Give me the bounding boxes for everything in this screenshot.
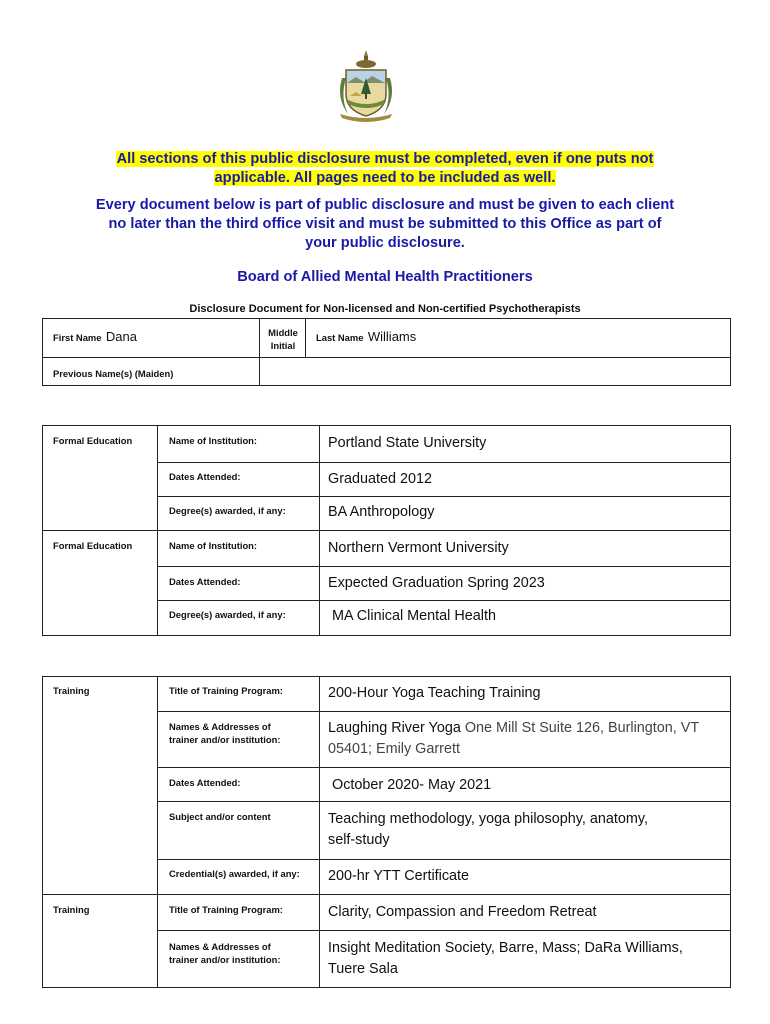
training-row-line-2 xyxy=(157,767,731,768)
last-name-value: Williams xyxy=(367,329,417,344)
board-title: Board of Allied Mental Health Practitioners xyxy=(237,269,533,285)
trainer-name: Laughing River Yoga xyxy=(328,720,461,736)
notice-line-1: Every document below is part of public disclosure and must be given to each client xyxy=(95,197,675,213)
notice-line-3: your public disclosure. xyxy=(305,235,465,251)
training-2-program-label: Title of Training Program: xyxy=(169,904,283,915)
previous-name-value[interactable] xyxy=(266,364,726,382)
trainer-label-line-2: trainer and/or institution: xyxy=(169,734,281,745)
training-1-dates-value[interactable]: October 2020- May 2021 xyxy=(332,777,492,793)
last-name-label: Last Name xyxy=(316,332,364,343)
middle-label-line-1: Middle xyxy=(268,327,298,338)
training-1-program-label: Title of Training Program: xyxy=(169,685,283,696)
subject-line-1: Teaching methodology, yoga philosophy, anatomy, xyxy=(328,811,648,827)
education-1-section-label: Formal Education xyxy=(53,435,133,446)
education-row-line-2 xyxy=(157,496,731,497)
education-2-section-label: Formal Education xyxy=(53,540,133,551)
trainer-address-2: 05401; Emily Garrett xyxy=(328,741,460,757)
education-2-degree-value[interactable]: MA Clinical Mental Health xyxy=(332,608,496,624)
education-1-institution-value[interactable]: Portland State University xyxy=(328,435,487,451)
education-2-institution-label: Name of Institution: xyxy=(169,540,258,551)
training-1-program-value[interactable]: 200-Hour Yoga Teaching Training xyxy=(328,685,541,701)
training-1-subject-value[interactable] xyxy=(328,809,726,851)
training-row-line-1 xyxy=(157,711,731,712)
training-1-trainer-label xyxy=(169,720,280,746)
first-name-label: First Name xyxy=(53,332,102,343)
training-1-trainer-value[interactable] xyxy=(328,718,726,760)
training-2-trainer-value[interactable] xyxy=(328,938,726,980)
trainer-2-line-1: Insight Meditation Society, Barre, Mass; DaRa Williams, xyxy=(328,940,683,956)
education-1-degree-value[interactable]: BA Anthropology xyxy=(328,504,435,520)
middle-label-line-2: Initial xyxy=(270,340,296,351)
name-table-divider xyxy=(42,357,731,358)
education-2-dates-value[interactable]: Expected Graduation Spring 2023 xyxy=(328,575,545,591)
education-2-dates-label: Dates Attended: xyxy=(169,576,241,587)
education-1-dates-value[interactable]: Graduated 2012 xyxy=(328,471,433,487)
training-row-line-4 xyxy=(157,859,731,860)
banner-line-1: All sections of this public disclosure must be completed, even if one puts not xyxy=(116,151,654,167)
training-1-subject-label: Subject and/or content xyxy=(169,811,271,822)
trainer-2-label-line-1: Names & Addresses of xyxy=(169,941,271,952)
first-name-field[interactable] xyxy=(53,328,253,346)
training-1-credential-value[interactable]: 200-hr YTT Certificate xyxy=(328,868,470,884)
education-row-line-4 xyxy=(157,566,731,567)
completion-banner xyxy=(40,150,730,188)
trainer-label-line-1: Names & Addresses of xyxy=(169,721,271,732)
education-2-degree-label: Degree(s) awarded, if any: xyxy=(169,609,286,620)
middle-initial-label[interactable] xyxy=(260,326,306,352)
training-2-program-value[interactable]: Clarity, Compassion and Freedom Retreat xyxy=(328,904,597,920)
vermont-seal-image xyxy=(332,48,400,124)
trainer-2-line-2: Tuere Sala xyxy=(328,961,398,977)
education-row-line-1 xyxy=(157,462,731,463)
previous-name-label: Previous Name(s) (Maiden) xyxy=(53,368,174,379)
document-subtitle: Disclosure Document for Non-licensed and Non-certified Psychotherapists xyxy=(189,303,581,315)
education-1-institution-label: Name of Institution: xyxy=(169,435,258,446)
education-2-institution-value[interactable]: Northern Vermont University xyxy=(328,540,509,556)
training-2-trainer-label xyxy=(169,940,280,966)
disclosure-notice xyxy=(40,196,730,253)
education-1-degree-label: Degree(s) awarded, if any: xyxy=(169,505,286,516)
education-1-dates-label: Dates Attended: xyxy=(169,471,241,482)
trainer-2-label-line-2: trainer and/or institution: xyxy=(169,954,281,965)
training-row-line-3 xyxy=(157,801,731,802)
last-name-field[interactable] xyxy=(316,328,716,346)
training-1-section-label: Training xyxy=(53,685,90,696)
training-2-section-label: Training xyxy=(53,904,90,915)
education-row-line-5 xyxy=(157,600,731,601)
banner-line-2: applicable. All pages need to be included as well. xyxy=(214,170,556,186)
trainer-value-line-1 xyxy=(328,718,726,739)
training-row-line-5 xyxy=(42,894,731,895)
training-row-line-6 xyxy=(157,930,731,931)
notice-line-2: no later than the third office visit and must be submitted to this Office as part of xyxy=(108,216,662,232)
first-name-value: Dana xyxy=(105,329,137,344)
training-sep-left xyxy=(157,676,158,988)
training-1-dates-label: Dates Attended: xyxy=(169,777,241,788)
training-sep-right xyxy=(319,676,320,988)
education-row-line-3 xyxy=(42,530,731,531)
subject-line-2: self-study xyxy=(328,832,390,848)
training-1-credential-label: Credential(s) awarded, if any: xyxy=(169,868,300,879)
trainer-address-1: One Mill St Suite 126, Burlington, VT xyxy=(460,720,700,736)
